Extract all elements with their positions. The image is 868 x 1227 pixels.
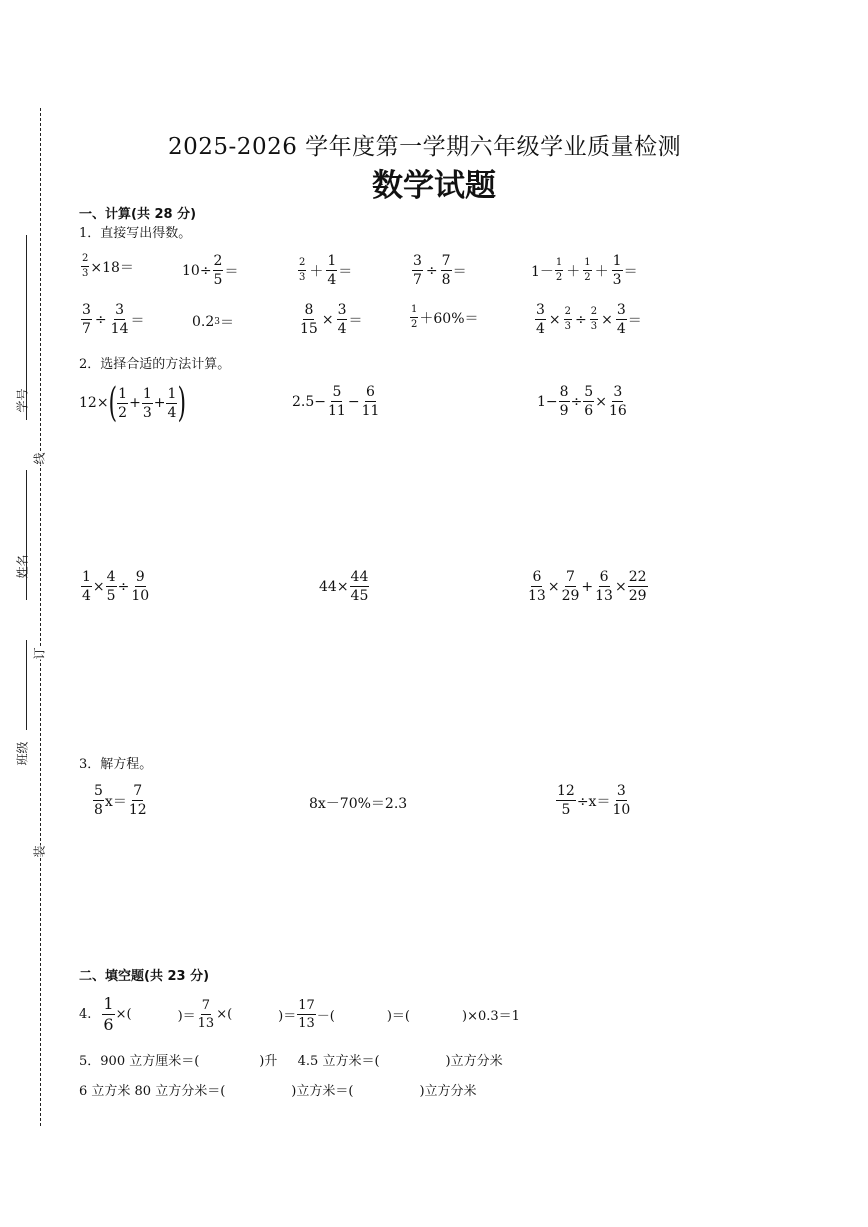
q2-item-a: 12× ( $\frac{1}{2}$ + $\frac{1}{3}$ + $\frac{1}{4}$ ) bbox=[79, 380, 187, 426]
fraction: $\frac{9}{10}$ bbox=[131, 569, 150, 604]
fraction: $\frac{3}{4}$ bbox=[536, 302, 545, 337]
q3-item-b: 8x－70%＝2.3 bbox=[309, 796, 408, 812]
fraction: $\frac{2}{5}$ bbox=[213, 253, 223, 288]
fraction: $\frac{7}{13}$ bbox=[197, 998, 215, 1031]
q1-item-6: $\frac{3}{7}$ ÷ $\frac{3}{14}$ ＝ bbox=[82, 302, 145, 337]
fraction: $\frac{1}{4}$ bbox=[167, 385, 177, 421]
fraction: $\frac{5}{11}$ bbox=[328, 384, 346, 419]
fraction: $\frac{7}{29}$ bbox=[561, 569, 580, 604]
fraction: $\frac{12}{5}$ bbox=[557, 783, 575, 818]
q2-item-e: 44× $\frac{44}{45}$ bbox=[319, 569, 369, 604]
q2-item-b: 2.5− $\frac{5}{11}$ − $\frac{6}{11}$ bbox=[292, 384, 380, 419]
fraction: $\frac{22}{29}$ bbox=[628, 569, 647, 604]
fraction: $\frac{1}{2}$ bbox=[411, 304, 418, 330]
exam-subtitle: 数学试题 bbox=[372, 168, 496, 204]
fraction: $\frac{1}{4}$ bbox=[82, 569, 91, 604]
fraction: $\frac{2}{3}$ bbox=[299, 257, 306, 283]
section2-heading: 二、填空题(共 23 分) bbox=[79, 969, 210, 984]
student-id-label: 学号 bbox=[15, 388, 30, 413]
q5-line-1: 5．900 立方厘米＝( )升 4.5 立方米＝( )立方分米 bbox=[79, 1054, 503, 1069]
fraction: $\frac{6}{11}$ bbox=[361, 384, 380, 419]
fraction: $\frac{7}{8}$ bbox=[441, 253, 451, 288]
q1-item-8: $\frac{8}{15}$ × $\frac{3}{4}$ ＝ bbox=[300, 302, 363, 337]
bind-mark: 装 bbox=[32, 845, 47, 858]
fraction: $\frac{5}{8}$ bbox=[94, 783, 103, 818]
fraction: $\frac{5}{6}$ bbox=[584, 384, 594, 419]
q1-item-3: $\frac{2}{3}$ ＋ $\frac{1}{4}$ ＝ bbox=[299, 253, 353, 288]
fraction: $\frac{3}{7}$ bbox=[413, 253, 422, 288]
fraction: $\frac{1}{2}$ bbox=[584, 257, 591, 283]
q1-item-5: 1－ $\frac{1}{2}$ ＋ $\frac{1}{2}$ ＋ $\frac{1}{3}$ ＝ bbox=[531, 253, 638, 288]
fraction: $\frac{3}{10}$ bbox=[612, 783, 631, 818]
q5-line-2: 6 立方米 80 立方分米＝( )立方米＝( )立方分米 bbox=[79, 1084, 477, 1099]
class-line bbox=[26, 640, 27, 730]
fraction: $\frac{3}{4}$ bbox=[616, 302, 626, 337]
name-line bbox=[26, 470, 27, 600]
fraction: $\frac{2}{3}$ bbox=[82, 253, 89, 279]
q2-item-d: $\frac{1}{4}$ × $\frac{4}{5}$ ÷ $\frac{9}{10}$ bbox=[82, 569, 150, 604]
fraction: $\frac{1}{2}$ bbox=[555, 257, 563, 283]
fraction: $\frac{3}{7}$ bbox=[82, 302, 91, 337]
q2-label: 2．选择合适的方法计算。 bbox=[79, 357, 231, 372]
q1-item-9: $\frac{1}{2}$ ＋60%＝ bbox=[411, 304, 479, 330]
q2-item-c: 1− $\frac{8}{9}$ ÷ $\frac{5}{6}$ × $\frac{3}{16}$ bbox=[537, 384, 627, 419]
staple-mark: 订 bbox=[32, 647, 47, 660]
q1-item-4: $\frac{3}{7}$ ÷ $\frac{7}{8}$ ＝ bbox=[413, 253, 467, 288]
fraction: $\frac{44}{45}$ bbox=[350, 569, 369, 604]
q1-item-7: 0.2 3 ＝ bbox=[192, 314, 234, 331]
fraction: $\frac{3}{16}$ bbox=[608, 384, 627, 419]
fraction: $\frac{8}{9}$ bbox=[559, 384, 569, 419]
fraction: $\frac{3}{4}$ bbox=[337, 302, 347, 337]
fraction: $\frac{1}{6}$ bbox=[103, 994, 114, 1034]
class-label: 班级 bbox=[15, 741, 30, 766]
binding-dashed-line bbox=[40, 108, 41, 1126]
q3-item-c: $\frac{12}{5}$ ÷x＝ $\frac{3}{10}$ bbox=[557, 783, 631, 818]
q3-item-a: $\frac{5}{8}$ x＝ $\frac{7}{12}$ bbox=[94, 783, 147, 818]
fraction: $\frac{2}{3}$ bbox=[564, 306, 572, 332]
fraction: $\frac{2}{3}$ bbox=[590, 306, 598, 332]
fraction: $\frac{1}{3}$ bbox=[142, 385, 152, 421]
fraction: $\frac{8}{15}$ bbox=[300, 302, 318, 337]
q1-item-10: $\frac{3}{4}$ × $\frac{2}{3}$ ÷ $\frac{2}{3}$ × $\frac{3}{4}$ ＝ bbox=[536, 302, 642, 337]
fraction: $\frac{4}{5}$ bbox=[106, 569, 116, 604]
fraction: $\frac{7}{12}$ bbox=[128, 783, 147, 818]
fraction: $\frac{6}{13}$ bbox=[595, 569, 613, 604]
fraction: $\frac{1}{2}$ bbox=[118, 385, 128, 421]
q1-item-2: 10÷ $\frac{2}{5}$ ＝ bbox=[182, 253, 239, 288]
fraction: $\frac{3}{14}$ bbox=[110, 302, 129, 337]
name-label: 姓名 bbox=[15, 554, 30, 579]
q1-label: 1．直接写出得数。 bbox=[79, 226, 192, 241]
line-mark: 线 bbox=[32, 452, 47, 465]
exam-title: 2025-2026 学年度第一学期六年级学业质量检测 bbox=[168, 134, 682, 160]
q4-line: 4. $\frac{1}{6}$ ×( )＝ $\frac{7}{13}$ ×( )＝ $\frac{17}{13}$ －( )＝( )×0.3＝1 bbox=[79, 994, 520, 1034]
fraction: $\frac{1}{3}$ bbox=[612, 253, 622, 288]
fraction: $\frac{6}{13}$ bbox=[528, 569, 546, 604]
section1-heading: 一、计算(共 28 分) bbox=[79, 207, 197, 222]
q3-label: 3．解方程。 bbox=[79, 757, 153, 772]
fraction: $\frac{17}{13}$ bbox=[298, 998, 315, 1031]
q2-item-f: $\frac{6}{13}$ × $\frac{7}{29}$ + $\frac{6}{13}$ × $\frac{22}{29}$ bbox=[528, 569, 647, 604]
q1-item-1: $\frac{2}{3}$ ×18＝ bbox=[82, 253, 134, 279]
fraction: $\frac{1}{4}$ bbox=[327, 253, 337, 288]
